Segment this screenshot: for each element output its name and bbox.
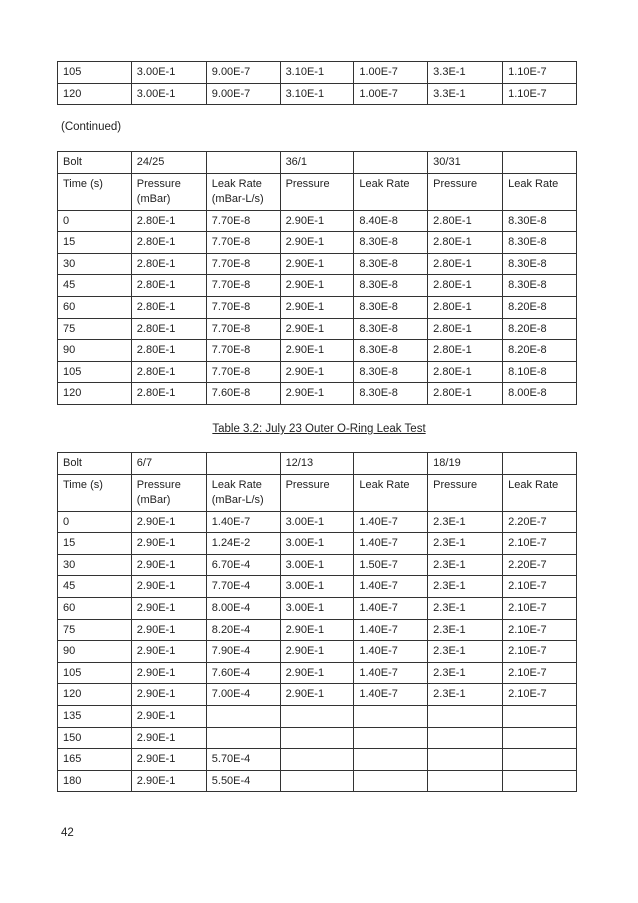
- table-cell: 8.30E-8: [503, 210, 577, 232]
- table-cell: 90: [58, 641, 132, 663]
- table-cell: [503, 152, 577, 174]
- table-cell: 2.90E-1: [131, 684, 206, 706]
- table-cell: Pressure (mBar): [131, 474, 206, 511]
- table-cell: Time (s): [58, 173, 132, 210]
- table-cell: 105: [58, 62, 132, 84]
- table-cell: 60: [58, 296, 132, 318]
- table-cell: 2.90E-1: [131, 662, 206, 684]
- table-row: [58, 554, 577, 576]
- table-cell: 7.70E-8: [206, 210, 280, 232]
- table-cell: 8.30E-8: [503, 253, 577, 275]
- table-cell: 2.90E-1: [131, 770, 206, 792]
- table-cell: 3.00E-1: [131, 83, 206, 105]
- table-cell: 3.3E-1: [428, 62, 503, 84]
- table-cell: 2.3E-1: [428, 619, 503, 641]
- table-cell: 75: [58, 619, 132, 641]
- table-cell: 2.10E-7: [503, 684, 577, 706]
- table-cell: 8.20E-4: [206, 619, 280, 641]
- table-cell: [354, 453, 428, 475]
- table-cell: 7.60E-8: [206, 383, 280, 405]
- table-cell: 3.00E-1: [131, 62, 206, 84]
- table-cell: 15: [58, 232, 132, 254]
- table-row: [58, 232, 577, 254]
- table-cell: 2.90E-1: [280, 641, 354, 663]
- table-cell: 3.00E-1: [280, 554, 354, 576]
- table-cell: 2.80E-1: [428, 383, 503, 405]
- table-cell: 9.00E-7: [206, 83, 280, 105]
- table-row: [58, 770, 577, 792]
- table-cell: 1.40E-7: [354, 597, 428, 619]
- table-cell: 7.70E-8: [206, 318, 280, 340]
- table-cell: 1.40E-7: [354, 684, 428, 706]
- table-cell: 2.90E-1: [131, 619, 206, 641]
- table-cell: 7.70E-4: [206, 576, 280, 598]
- table-cell: 2.80E-1: [131, 275, 206, 297]
- table-cell: 2.90E-1: [131, 554, 206, 576]
- table-row: [58, 705, 577, 727]
- table-cell: [503, 453, 577, 475]
- table-cell: Bolt: [58, 453, 132, 475]
- table-cell: 165: [58, 749, 132, 771]
- table-row: [58, 340, 577, 362]
- table-cell: [206, 152, 280, 174]
- table-cell: 1.24E-2: [206, 533, 280, 555]
- table-cell: Leak Rate: [354, 474, 428, 511]
- table-cell: 2.80E-1: [131, 232, 206, 254]
- table-cell: [503, 770, 577, 792]
- table-cell: 15: [58, 533, 132, 555]
- table-cell: 2.80E-1: [131, 383, 206, 405]
- table-cell: 2.80E-1: [428, 318, 503, 340]
- table-cell: 1.50E-7: [354, 554, 428, 576]
- table-cell: 36/1: [280, 152, 354, 174]
- table-cell: 2.80E-1: [131, 296, 206, 318]
- table-cell: 2.80E-1: [131, 361, 206, 383]
- table-cell: 2.10E-7: [503, 662, 577, 684]
- table-cell: [206, 705, 280, 727]
- table-cell: Pressure: [428, 474, 503, 511]
- table-cell: 8.10E-8: [503, 361, 577, 383]
- table-cell: 8.30E-8: [354, 361, 428, 383]
- table-cell: 2.90E-1: [280, 318, 354, 340]
- table-cell: [428, 705, 503, 727]
- table-cell: 2.3E-1: [428, 554, 503, 576]
- table-cell: 2.90E-1: [280, 296, 354, 318]
- table-cell: [503, 727, 577, 749]
- table-cell: 1.40E-7: [206, 511, 280, 533]
- table-cell: 2.80E-1: [428, 340, 503, 362]
- table-cell: 1.00E-7: [354, 62, 428, 84]
- table-cell: 8.20E-8: [503, 340, 577, 362]
- table-cell: 30/31: [428, 152, 503, 174]
- table-cell: 135: [58, 705, 132, 727]
- table-cell: [354, 770, 428, 792]
- table-body: [58, 152, 577, 405]
- table-cell: 2.20E-7: [503, 554, 577, 576]
- table-cell: 2.20E-7: [503, 511, 577, 533]
- table-cell: 120: [58, 83, 132, 105]
- table-cell: 2.90E-1: [280, 340, 354, 362]
- table-cell: 9.00E-7: [206, 62, 280, 84]
- table-cell: 2.90E-1: [131, 705, 206, 727]
- table-cell: 1.40E-7: [354, 662, 428, 684]
- table-cell: 2.3E-1: [428, 576, 503, 598]
- table-cell: 18/19: [428, 453, 503, 475]
- table-cell: 0: [58, 210, 132, 232]
- table-cell: 120: [58, 684, 132, 706]
- table-cell: [354, 152, 428, 174]
- table-row: [58, 210, 577, 232]
- table-header-row: [58, 474, 577, 511]
- table-cell: 2.90E-1: [280, 684, 354, 706]
- table-cell: 8.30E-8: [354, 318, 428, 340]
- table-row: [58, 275, 577, 297]
- table-cell: 7.70E-8: [206, 275, 280, 297]
- table-leak-test-1: [57, 151, 577, 405]
- table-cell: 2.3E-1: [428, 597, 503, 619]
- table-cell: 2.80E-1: [428, 275, 503, 297]
- table-cell: 2.90E-1: [280, 619, 354, 641]
- table-header-row: [58, 453, 577, 475]
- table-row: [58, 318, 577, 340]
- table-cell: 8.30E-8: [354, 275, 428, 297]
- table-cell: 7.70E-8: [206, 296, 280, 318]
- table-cell: [354, 705, 428, 727]
- table-cell: 3.00E-1: [280, 511, 354, 533]
- table-row: [58, 533, 577, 555]
- table-cell: 8.30E-8: [503, 275, 577, 297]
- table-cell: 2.3E-1: [428, 662, 503, 684]
- table-row: [58, 361, 577, 383]
- table-cell: 2.10E-7: [503, 597, 577, 619]
- table-cell: 2.90E-1: [131, 597, 206, 619]
- table-cell: 2.80E-1: [428, 296, 503, 318]
- table-cell: 8.20E-8: [503, 296, 577, 318]
- table-cell: [428, 727, 503, 749]
- table-cell: [503, 705, 577, 727]
- table-cell: 1.40E-7: [354, 576, 428, 598]
- table-cell: 2.80E-1: [428, 361, 503, 383]
- table-cell: 1.40E-7: [354, 511, 428, 533]
- table-cell: 6/7: [131, 453, 206, 475]
- table-cell: 7.70E-8: [206, 340, 280, 362]
- table-cell: 8.00E-8: [503, 383, 577, 405]
- table-cell: 2.80E-1: [428, 210, 503, 232]
- table-cell: 2.90E-1: [280, 253, 354, 275]
- table-continued-top: [57, 61, 577, 105]
- table-cell: Pressure (mBar): [131, 173, 206, 210]
- table-cell: 8.00E-4: [206, 597, 280, 619]
- table-cell: [354, 727, 428, 749]
- table-cell: 2.90E-1: [131, 511, 206, 533]
- table-cell: 7.90E-4: [206, 641, 280, 663]
- table-cell: Leak Rate (mBar-L/s): [206, 474, 280, 511]
- table-cell: 2.80E-1: [131, 340, 206, 362]
- table-cell: 2.3E-1: [428, 511, 503, 533]
- table-cell: 8.30E-8: [354, 340, 428, 362]
- table-row: [58, 619, 577, 641]
- table-cell: 2.90E-1: [131, 749, 206, 771]
- table-cell: 2.80E-1: [428, 253, 503, 275]
- table-cell: 2.90E-1: [280, 361, 354, 383]
- table-cell: 7.00E-4: [206, 684, 280, 706]
- table-row: [58, 383, 577, 405]
- table-cell: [354, 749, 428, 771]
- table-cell: 1.40E-7: [354, 619, 428, 641]
- table-cell: 60: [58, 597, 132, 619]
- page-number: 42: [61, 827, 74, 839]
- table-cell: 8.20E-8: [503, 318, 577, 340]
- table-cell: [206, 453, 280, 475]
- table-cell: 75: [58, 318, 132, 340]
- table-cell: 8.30E-8: [354, 296, 428, 318]
- table-body: [58, 453, 577, 792]
- table-cell: 2.80E-1: [428, 232, 503, 254]
- table-cell: 2.90E-1: [131, 533, 206, 555]
- table-cell: 2.90E-1: [280, 210, 354, 232]
- table-cell: 30: [58, 253, 132, 275]
- table-cell: 3.10E-1: [280, 62, 354, 84]
- table-cell: 3.10E-1: [280, 83, 354, 105]
- table-cell: 8.40E-8: [354, 210, 428, 232]
- table-cell: Time (s): [58, 474, 132, 511]
- table-cell: 150: [58, 727, 132, 749]
- table-cell: 1.40E-7: [354, 533, 428, 555]
- table-cell: 30: [58, 554, 132, 576]
- table-cell: 2.10E-7: [503, 619, 577, 641]
- table-cell: 8.30E-8: [503, 232, 577, 254]
- table-cell: 24/25: [131, 152, 206, 174]
- table-cell: 1.40E-7: [354, 641, 428, 663]
- table-row: [58, 641, 577, 663]
- table-cell: Leak Rate (mBar-L/s): [206, 173, 280, 210]
- table-cell: 2.90E-1: [131, 576, 206, 598]
- table-row: [58, 684, 577, 706]
- table-cell: [280, 727, 354, 749]
- table-cell: [206, 727, 280, 749]
- table-cell: 7.70E-8: [206, 361, 280, 383]
- table-cell: [428, 749, 503, 771]
- table-cell: 45: [58, 275, 132, 297]
- table-cell: 2.10E-7: [503, 576, 577, 598]
- table-cell: 105: [58, 361, 132, 383]
- table-row: [58, 511, 577, 533]
- table-header-row: [58, 173, 577, 210]
- table-caption: Table 3.2: July 23 Outer O-Ring Leak Test: [212, 423, 426, 435]
- table-cell: 6.70E-4: [206, 554, 280, 576]
- table-row: [58, 749, 577, 771]
- table-cell: 7.70E-8: [206, 232, 280, 254]
- table-cell: Pressure: [280, 474, 354, 511]
- table-cell: 2.90E-1: [280, 232, 354, 254]
- table-cell: 2.90E-1: [280, 662, 354, 684]
- table-cell: 2.10E-7: [503, 641, 577, 663]
- table-cell: Leak Rate: [354, 173, 428, 210]
- table-row: [58, 597, 577, 619]
- continued-note: (Continued): [61, 121, 122, 133]
- table-leak-test-2: [57, 452, 577, 792]
- table-cell: [428, 770, 503, 792]
- table-cell: Leak Rate: [503, 474, 577, 511]
- table-cell: 8.30E-8: [354, 253, 428, 275]
- table-cell: [280, 749, 354, 771]
- table-header-row: [58, 152, 577, 174]
- table-cell: 2.80E-1: [131, 253, 206, 275]
- table-cell: Pressure: [280, 173, 354, 210]
- table-cell: 2.3E-1: [428, 641, 503, 663]
- table-cell: [503, 749, 577, 771]
- table-cell: 3.00E-1: [280, 533, 354, 555]
- table-cell: 2.10E-7: [503, 533, 577, 555]
- table-cell: Pressure: [428, 173, 503, 210]
- table-cell: 2.90E-1: [280, 383, 354, 405]
- table-row: [58, 62, 577, 84]
- table-cell: 5.70E-4: [206, 749, 280, 771]
- table-cell: 5.50E-4: [206, 770, 280, 792]
- table-cell: 2.90E-1: [131, 641, 206, 663]
- table-cell: 2.80E-1: [131, 318, 206, 340]
- table-cell: 8.30E-8: [354, 232, 428, 254]
- table-row: [58, 576, 577, 598]
- table-row: [58, 662, 577, 684]
- table-row: [58, 253, 577, 275]
- table-cell: 12/13: [280, 453, 354, 475]
- table-cell: 105: [58, 662, 132, 684]
- table-cell: 180: [58, 770, 132, 792]
- table-body: [58, 62, 577, 105]
- table-cell: 2.80E-1: [131, 210, 206, 232]
- table-cell: Leak Rate: [503, 173, 577, 210]
- table-cell: 2.3E-1: [428, 684, 503, 706]
- table-cell: 3.00E-1: [280, 576, 354, 598]
- table-cell: 7.70E-8: [206, 253, 280, 275]
- table-cell: 8.30E-8: [354, 383, 428, 405]
- table-cell: 3.3E-1: [428, 83, 503, 105]
- table-cell: 7.60E-4: [206, 662, 280, 684]
- table-row: [58, 83, 577, 105]
- table-row: [58, 727, 577, 749]
- table-cell: 0: [58, 511, 132, 533]
- table-cell: 2.3E-1: [428, 533, 503, 555]
- table-cell: 120: [58, 383, 132, 405]
- table-cell: [280, 705, 354, 727]
- table-cell: 90: [58, 340, 132, 362]
- table-cell: 1.10E-7: [503, 83, 577, 105]
- table-cell: [280, 770, 354, 792]
- table-cell: 1.10E-7: [503, 62, 577, 84]
- table-cell: 3.00E-1: [280, 597, 354, 619]
- table-row: [58, 296, 577, 318]
- table-cell: 2.90E-1: [131, 727, 206, 749]
- table-cell: 1.00E-7: [354, 83, 428, 105]
- table-cell: 2.90E-1: [280, 275, 354, 297]
- table-cell: 45: [58, 576, 132, 598]
- table-cell: Bolt: [58, 152, 132, 174]
